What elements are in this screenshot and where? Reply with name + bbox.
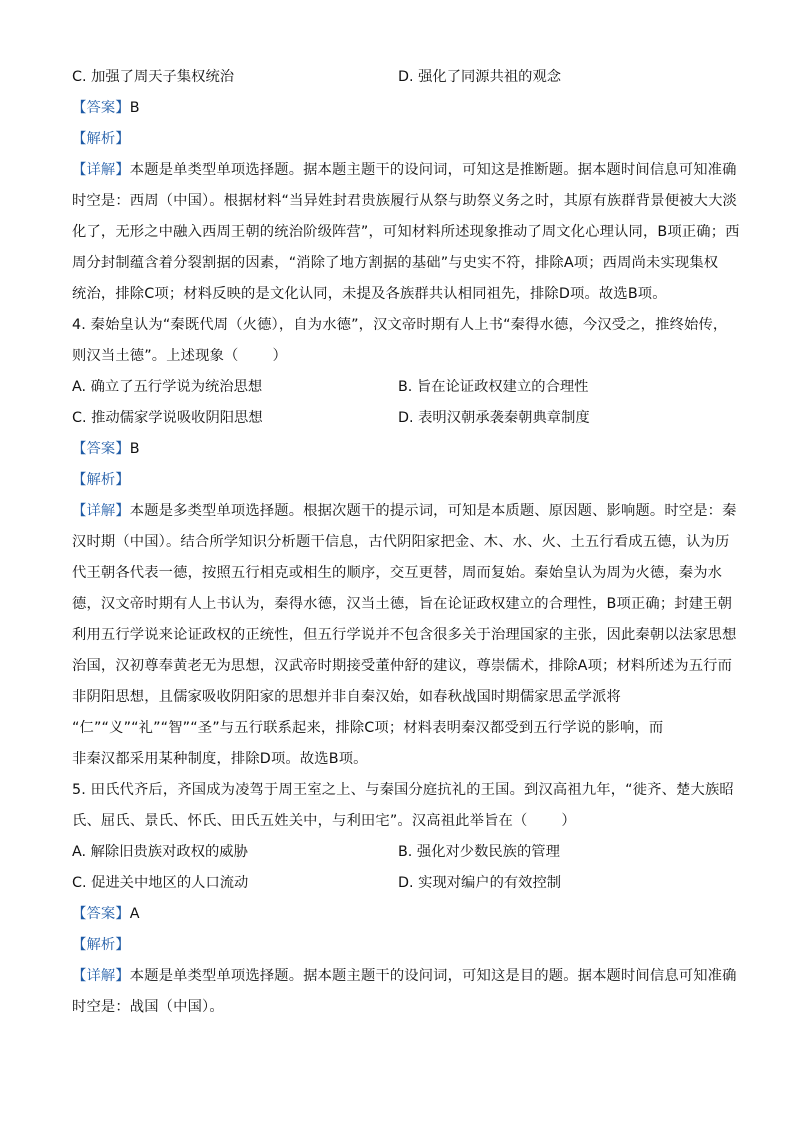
analysis-tag: 【解析】 (72, 937, 130, 953)
analysis-tag: 【解析】 (72, 472, 130, 488)
q4-analysis-heading (72, 465, 724, 496)
answer-value: B (129, 441, 140, 457)
stem-line: 氏、屈氏、景氏、怀氏、田氏五姓关中，与利田宅”。汉高祖此举旨在（ ） (72, 813, 576, 829)
document-page (72, 62, 740, 1023)
answer-tag: 【答案】 (72, 441, 130, 457)
stem-line: 5. 田氏代齐后，齐国成为凌驾于周王室之上、与秦国分庭抗礼的王国。到汉高祖九年，“徙齐、楚大族昭 (72, 782, 734, 798)
detail-line: 【详解】本题是多类型单项选择题。根据次题干的提示词，可知是本质题、原因题、影响题。时空是：秦 (72, 503, 737, 519)
answer-value: A (129, 906, 140, 922)
q4-option-b[interactable]: B. 旨在论证政权建立的合理性 (398, 379, 589, 395)
detail-line: 利用五行学说来论证政权的正统性，但五行学说并不包含很多关于治理国家的主张，因此秦朝以法家思想 (72, 627, 737, 643)
q5-option-a[interactable]: A. 解除旧贵族对政权的威胁 (72, 844, 248, 860)
detail-tag: 【详解】 (72, 162, 130, 178)
detail-line: “仁”“义”“礼”“智”“圣”与五行联系起来，排除C项；材料表明秦汉都受到五行学说的影响，而 (72, 720, 664, 736)
detail-line: 治国，汉初尊奉黄老无为思想，汉武帝时期接受董仲舒的建议，尊崇儒术，排除A项；材料所述为五行而 (72, 658, 733, 674)
q3-analysis-heading (72, 124, 724, 155)
q4-option-c[interactable]: C. 推动儒家学说吸收阴阳思想 (72, 410, 263, 426)
q3-option-c[interactable]: C. 加强了周天子集权统治 (72, 69, 235, 85)
stem-line: 4. 秦始皇认为“秦既代周（火德），自为水德”，汉文帝时期有人上书“秦得水德，今汉受之，推终始传， (72, 317, 728, 333)
detail-line: 周分封制蕴含着分裂割据的因素，“消除了地方割据的基础”与史实不符，排除A项；西周尚未实现集权 (72, 255, 719, 271)
detail-line: 非秦汉都采用某种制度，排除D项。故选B项。 (72, 751, 368, 767)
stem-line: 则汉当土德”。上述现象（ ） (72, 348, 287, 364)
q5-options-ab (72, 837, 724, 868)
q5-options-cd (72, 868, 724, 899)
q4-options-ab (72, 372, 724, 403)
detail-line: 时空是：西周（中国）。根据材料“当异姓封君贵族履行从祭与助祭义务之时，其原有族群背景便被大大淡 (72, 193, 737, 209)
detail-tag: 【详解】 (72, 503, 130, 519)
q3-answer (72, 93, 724, 124)
analysis-tag: 【解析】 (72, 131, 130, 147)
detail-tag: 【详解】 (72, 968, 130, 984)
q5-analysis-heading (72, 930, 724, 961)
q4-option-d[interactable]: D. 表明汉朝承袭秦朝典章制度 (398, 410, 590, 426)
detail-line: 化了，无形之中融入西周王朝的统治阶级阵营”，可知材料所述现象推动了周文化心理认同，B项正确；西 (72, 224, 740, 240)
q4-option-a[interactable]: A. 确立了五行学说为统治思想 (72, 379, 263, 395)
detail-line: 非阴阳思想，且儒家吸收阴阳家的思想并非自秦汉始，如春秋战国时期儒家思孟学派将 (72, 689, 621, 705)
q3-detail (72, 155, 740, 310)
answer-value: B (129, 100, 140, 116)
q3-options-cd (72, 62, 724, 93)
q5-option-d[interactable]: D. 实现对编户的有效控制 (398, 875, 562, 891)
answer-tag: 【答案】 (72, 100, 130, 116)
answer-tag: 【答案】 (72, 906, 130, 922)
q5-answer (72, 899, 724, 930)
q3-option-d[interactable]: D. 强化了同源共祖的观念 (398, 69, 562, 85)
q5-detail (72, 961, 737, 1023)
q5-stem (72, 775, 734, 837)
detail-line: 汉时期（中国）。结合所学知识分析题干信息，古代阴阳家把金、木、水、火、土五行看成五德，认为历 (72, 534, 730, 550)
detail-line: 【详解】本题是单类型单项选择题。据本题主题干的设问词，可知这是目的题。据本题时间信息可知准确 (72, 968, 737, 984)
q5-option-b[interactable]: B. 强化对少数民族的管理 (398, 844, 560, 860)
q5-option-c[interactable]: C. 促进关中地区的人口流动 (72, 875, 249, 891)
detail-line: 代王朝各代表一德，按照五行相克或相生的顺序，交互更替，周而复始。秦始皇认为周为火德，秦为水 (72, 565, 723, 581)
q4-detail (72, 496, 737, 775)
detail-line: 【详解】本题是单类型单项选择题。据本题主题干的设问词，可知这是推断题。据本题时间信息可知准确 (72, 162, 737, 178)
q4-answer (72, 434, 724, 465)
detail-line: 统治，排除C项；材料反映的是文化认同，未提及各族群共认相同祖先，排除D项。故选B项。 (72, 286, 667, 302)
detail-line: 时空是：战国（中国）。 (72, 999, 224, 1015)
q4-options-cd (72, 403, 724, 434)
q4-stem (72, 310, 728, 372)
detail-line: 德，汉文帝时期有人上书认为，秦得水德，汉当土德，旨在论证政权建立的合理性，B项正确；封建王朝 (72, 596, 733, 612)
